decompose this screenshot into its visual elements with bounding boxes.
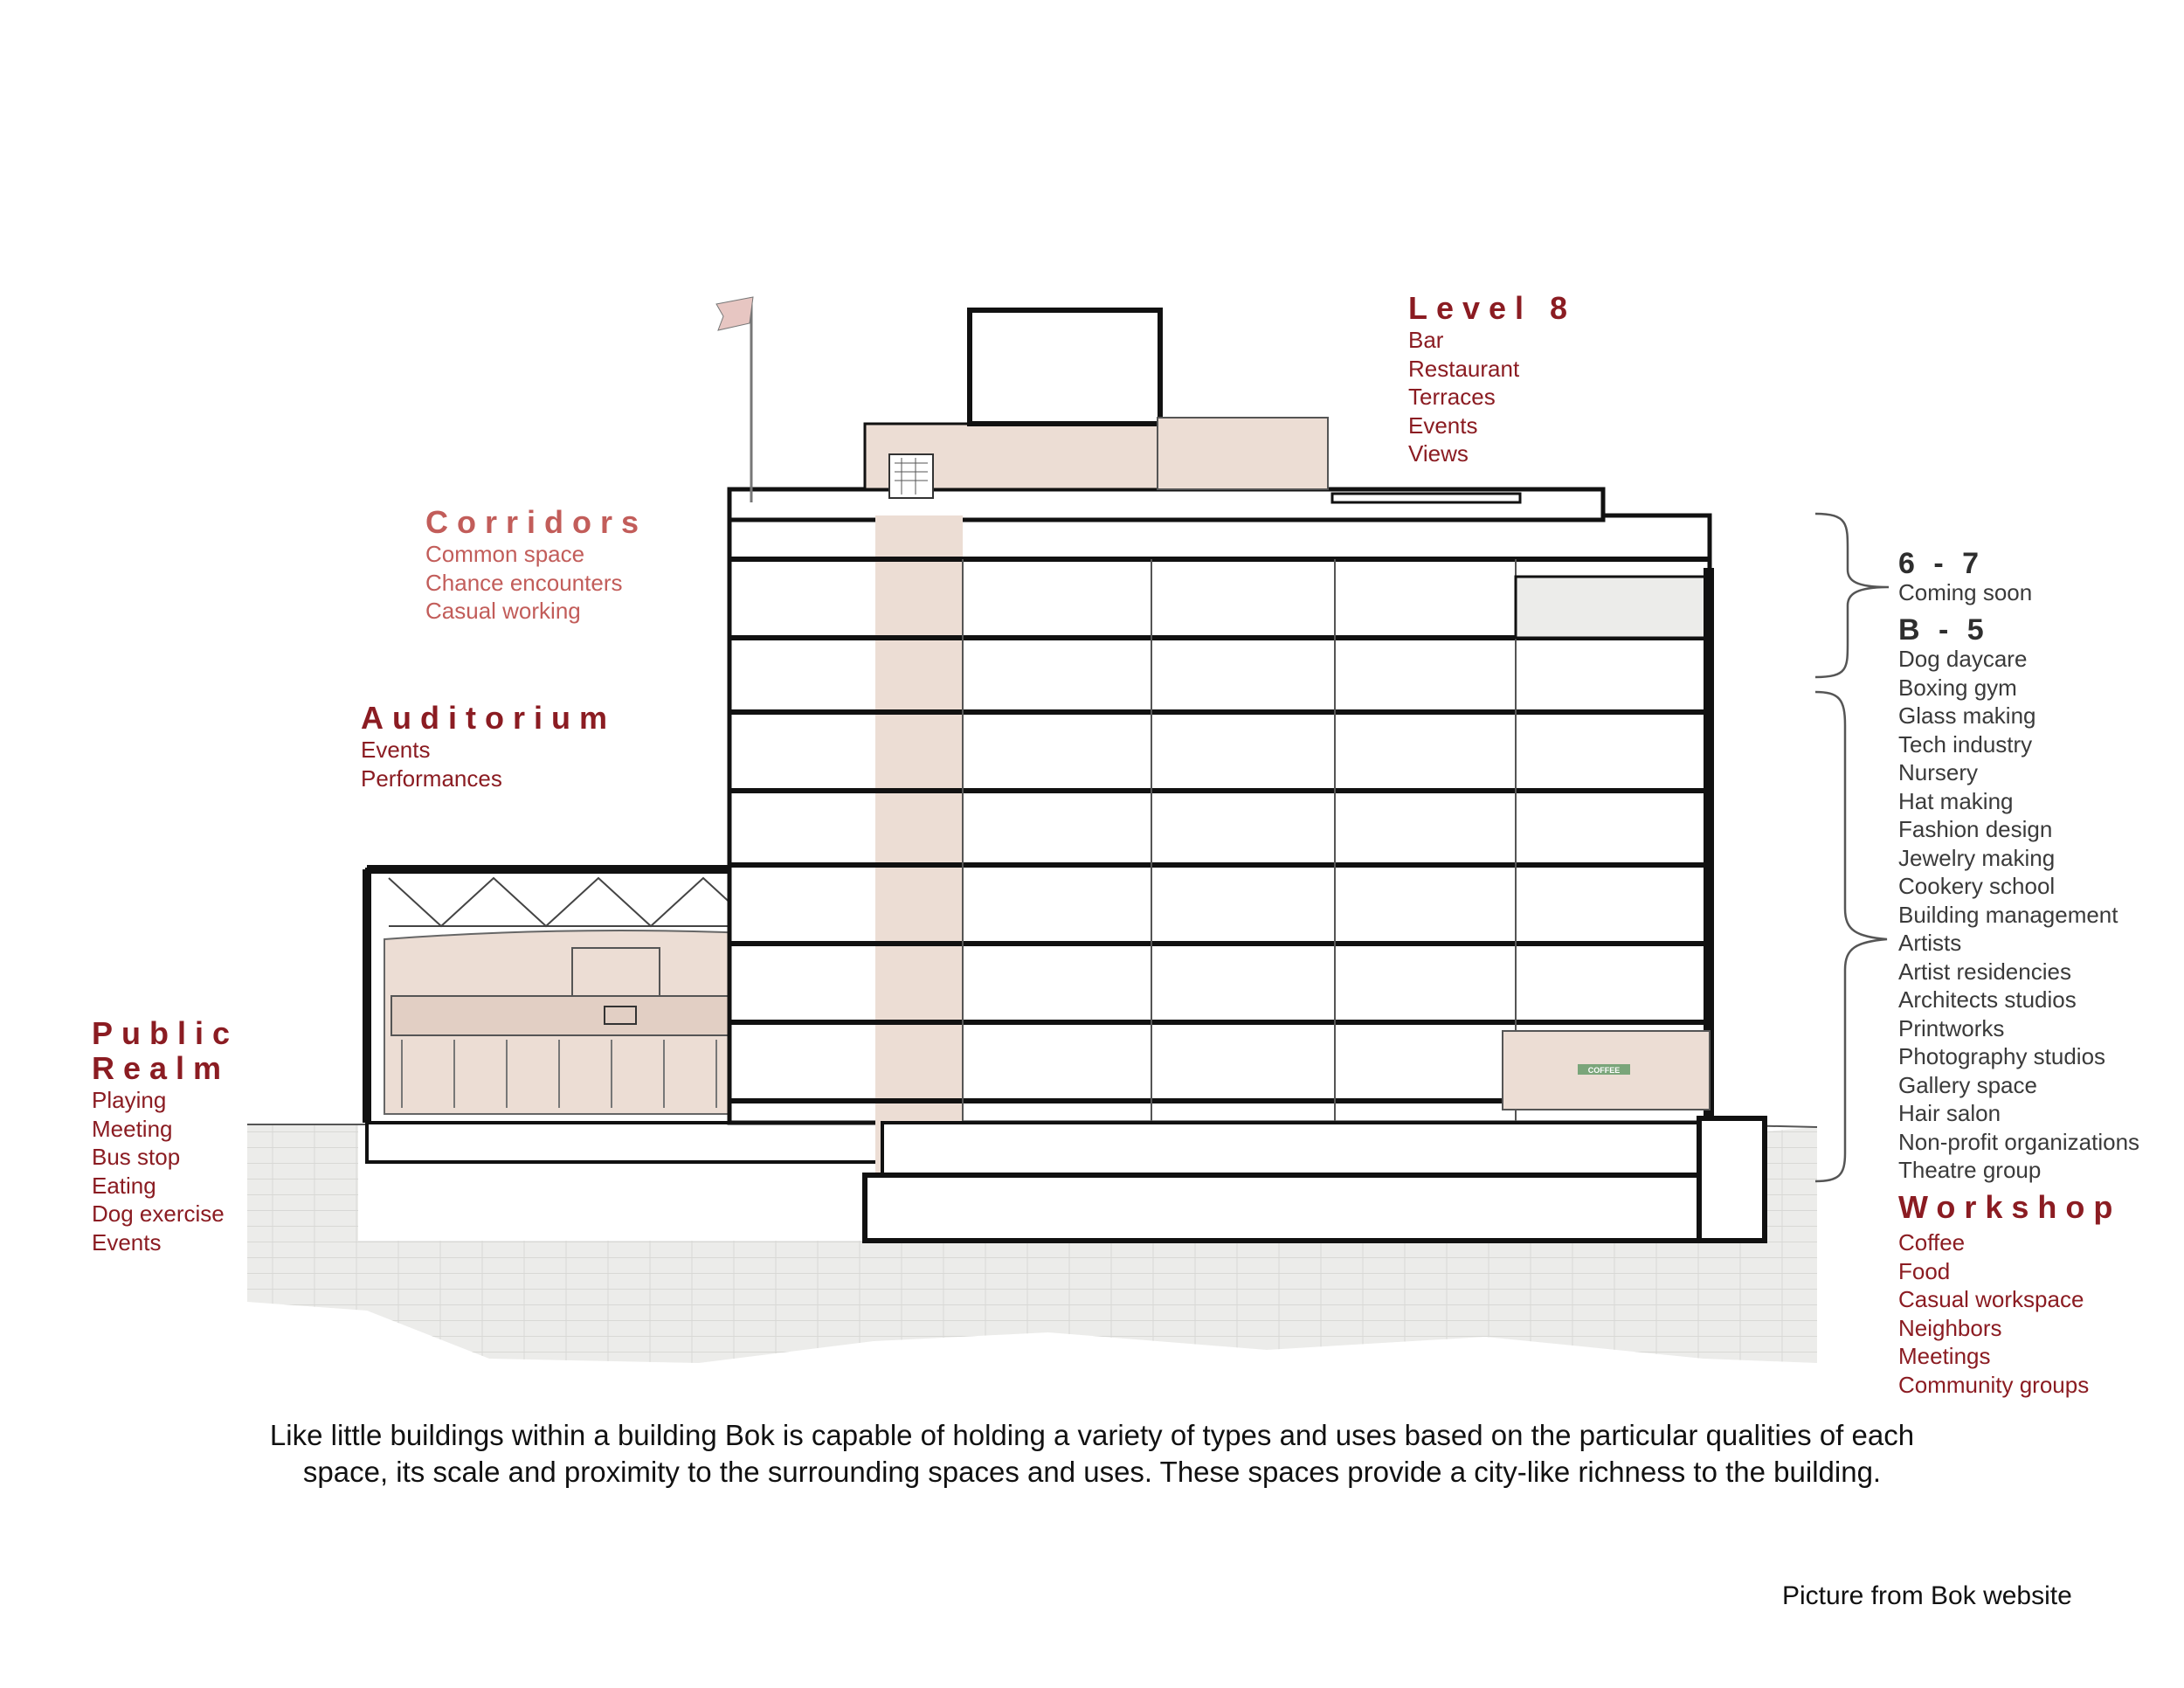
workshop-item: Food (1898, 1257, 1951, 1284)
floors-b-5-item: Non-profit organizations (1898, 1128, 2140, 1155)
floors-b-5-item: Fashion design (1898, 816, 2053, 842)
public-realm-item: Events (92, 1228, 162, 1256)
corridors-heading: Corridors (425, 504, 648, 540)
floors-b-5-item: Tech industry (1898, 730, 2033, 758)
coffee-kiosk (1578, 1064, 1630, 1075)
floors-b-5-item: Architects studios (1898, 986, 2077, 1013)
floors-b-5-item: Boxing gym (1898, 674, 2017, 701)
floors-b-5-item: Artists (1898, 930, 1962, 956)
auditorium-label-group (361, 701, 616, 792)
floors-6-7-label-group (1898, 549, 2032, 607)
floors-b-5-item: Artist residencies (1898, 958, 2071, 985)
workshop-item: Community groups (1898, 1371, 2090, 1398)
workshop-heading: Workshop (1898, 1189, 2122, 1225)
floors-b-5-heading: B - 5 (1898, 613, 1989, 647)
corridors-label-group (425, 505, 647, 626)
level-8-item: Views (1408, 440, 1469, 467)
brace-floors-b-5 (1815, 692, 1887, 1181)
public-realm-label-group (92, 1016, 238, 1256)
floors-b-5-item: Photography studios (1898, 1043, 2106, 1069)
workshop-item: Meetings (1898, 1343, 1991, 1369)
coffee-sign: COFFEE (1587, 1066, 1621, 1075)
auditorium-item: Performances (361, 764, 502, 792)
public-realm-item: Dog exercise (92, 1200, 225, 1227)
workshop-label-group (1898, 1190, 2121, 1399)
level-8-item: Terraces (1408, 384, 1496, 410)
public-realm-item: Playing (92, 1087, 167, 1113)
level-8-label-group (1408, 291, 1576, 468)
floors-b-5-label-group (1898, 615, 2139, 1185)
workshop-item: Coffee (1898, 1229, 1966, 1256)
floors-b-5-item: Jewelry making (1898, 844, 2056, 871)
floors-b-5-item: Cookery school (1898, 873, 2056, 899)
floors-6-7-item: Coming soon (1898, 579, 2033, 605)
corridors-item: Casual working (425, 598, 581, 624)
floors-b-5-item: Hair salon (1898, 1100, 2001, 1126)
workshop-item: Neighbors (1898, 1314, 2002, 1341)
floors-b-5-item: Nursery (1898, 759, 1979, 785)
floors-b-5-item: Building management (1898, 901, 2118, 928)
workshop-item: Casual workspace (1898, 1286, 2084, 1312)
public-realm-item: Meeting (92, 1115, 173, 1142)
public-realm-heading-line2: Realm (92, 1050, 231, 1086)
level-8-item: Events (1408, 412, 1478, 439)
auditorium-item: Events (361, 737, 431, 763)
floors-b-5-item: Glass making (1898, 702, 2036, 729)
corridors-item: Common space (425, 541, 585, 567)
public-realm-item: Bus stop (92, 1144, 181, 1170)
floors-b-5-item: Theatre group (1898, 1157, 2042, 1183)
level-8-heading: Level 8 (1408, 290, 1577, 326)
public-realm-item: Eating (92, 1172, 156, 1199)
public-realm-heading-line1: Public (92, 1015, 239, 1051)
level-8-item: Restaurant (1408, 355, 1520, 382)
brace-floors-6-7 (1815, 514, 1889, 677)
floors-b-5-item: Printworks (1898, 1014, 2005, 1041)
upper-levels-section (716, 297, 1520, 502)
floors-6-7-heading: 6 - 7 (1898, 547, 1985, 580)
auditorium-heading: Auditorium (361, 700, 616, 736)
caption: Like little buildings within a building Bok is capable of holding a variety of types and uses based on the particular qualities of each space, its scale and proximity to the surrounding spaces and uses. These spaces provide a city-like richness to the building. (269, 1419, 1915, 1488)
floors-b-5-item: Dog daycare (1898, 646, 2028, 672)
corridors-item: Chance encounters (425, 569, 623, 596)
floors-b-5-item: Gallery space (1898, 1071, 2037, 1098)
floors-b-5-item: Hat making (1898, 787, 2014, 814)
level-8-item: Bar (1408, 327, 1444, 353)
image-credit: Picture from Bok website (1782, 1581, 2072, 1610)
main-tower-section (729, 489, 1765, 1241)
